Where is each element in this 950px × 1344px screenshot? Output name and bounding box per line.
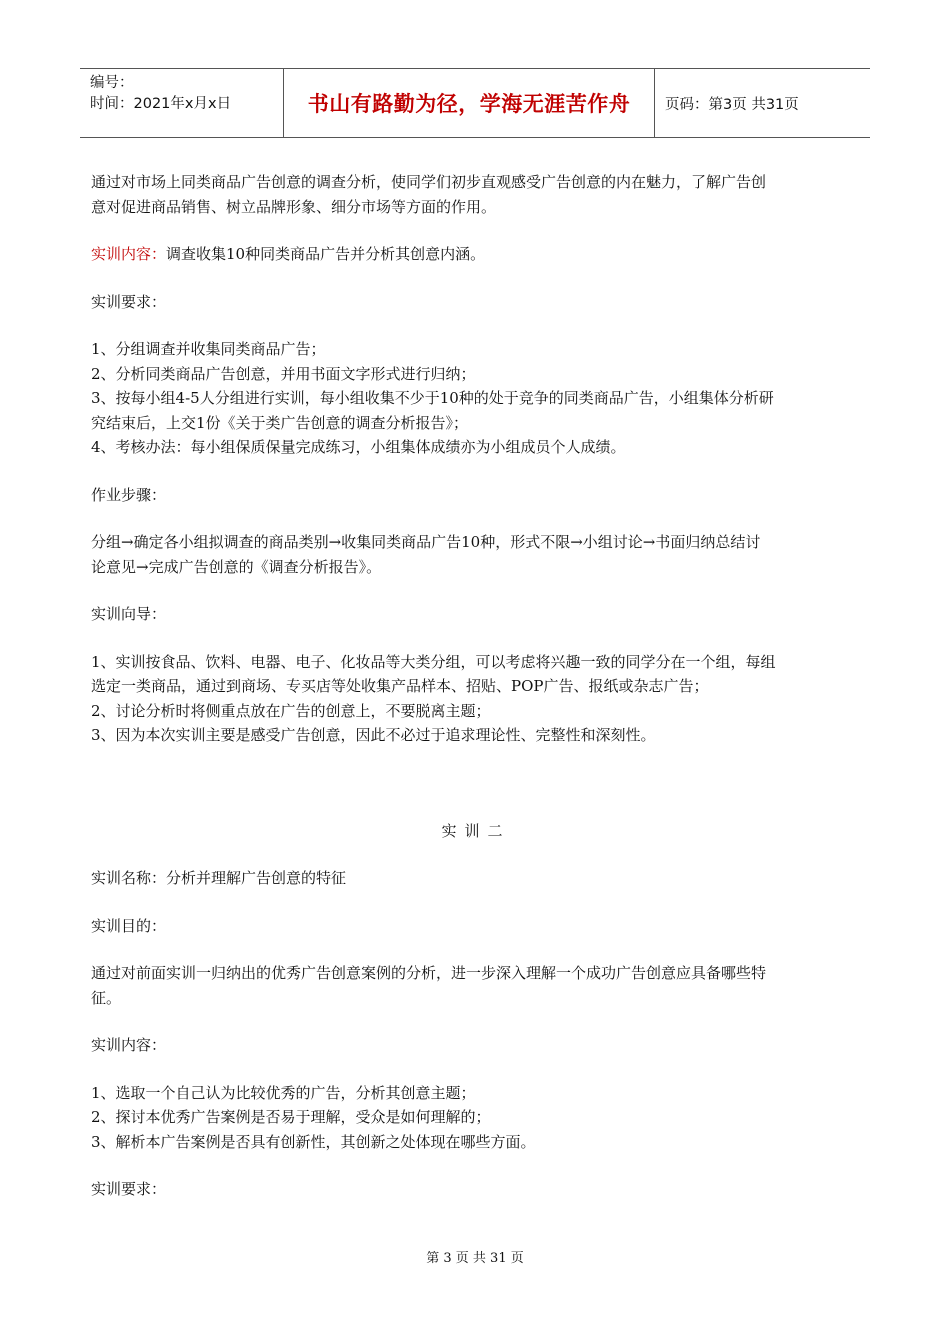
page-footer: 第 3 页 共 31 页 bbox=[426, 1251, 524, 1266]
purpose-line: 通过对前面实训一归纳出的优秀广告创意案例的分析，进一步深入理解一个成功广告创意应具备哪些特 bbox=[91, 964, 767, 982]
content-label: 实训内容： bbox=[91, 245, 167, 263]
list-item: 2、探讨本优秀广告案例是否易于理解，受众是如何理解的； bbox=[91, 1108, 491, 1126]
list-item: 2、讨论分析时将侧重点放在广告的创意上，不要脱离主题； bbox=[91, 701, 491, 720]
header-page-code: 页码：第3页 共31页 bbox=[665, 96, 799, 113]
list-item: 3、按每小组4-5人分组进行实训，每小组收集不少于10种的处于竞争的同类商品广告，小组集体分析研 bbox=[91, 389, 774, 407]
list-item: 1、分组调查并收集同类商品广告； bbox=[91, 340, 326, 358]
steps-line: 分组→确定各小组拟调查的商品类别→收集同类商品广告10种，形式不限→小组讨论→书面归纳总结讨 bbox=[91, 533, 761, 551]
list-item: 1、实训按食品、饮料、电器、电子、化妆品等大类分组，可以考虑将兴趣一致的同学分在一个组，每组 bbox=[91, 652, 776, 671]
requirements-heading: 实训要求： bbox=[91, 1180, 167, 1198]
list-item: 3、解析本广告案例是否具有创新性，其创新之处体现在哪些方面。 bbox=[91, 1132, 536, 1151]
purpose-heading: 实训目的： bbox=[91, 916, 167, 935]
purpose-line: 征。 bbox=[91, 988, 122, 1007]
motto-text: 书山有路勤为径，学海无涯苦作舟 bbox=[307, 92, 631, 116]
number-label: 编号： bbox=[90, 75, 134, 91]
content-heading: 实训内容： bbox=[91, 1036, 167, 1054]
list-item: 1、选取一个自己认为比较优秀的广告，分析其创意主题； bbox=[91, 1083, 476, 1102]
document-body bbox=[91, 170, 861, 1202]
steps-heading: 作业步骤： bbox=[91, 485, 167, 504]
intro-line: 意对促进商品销售、树立品牌形象、细分市场等方面的作用。 bbox=[91, 197, 497, 216]
list-item: 究结束后，上交1份《关于类广告创意的调查分析报告》； bbox=[91, 413, 469, 432]
header-meta bbox=[80, 69, 283, 137]
requirements-heading: 实训要求： bbox=[91, 292, 167, 311]
content-text: 调查收集10种同类商品广告并分析其创意内涵。 bbox=[166, 245, 486, 263]
list-item: 4、考核办法：每小组保质保量完成练习，小组集体成绩亦为小组成员个人成绩。 bbox=[91, 438, 626, 456]
intro-line: 通过对市场上同类商品广告创意的调查分析，使同学们初步直观感受广告创意的内在魅力，了解广告创 bbox=[91, 173, 767, 191]
list-item: 2、分析同类商品广告创意，并用书面文字形式进行归纳； bbox=[91, 364, 476, 383]
header-motto-cell bbox=[283, 69, 655, 137]
steps-line: 论意见→完成广告创意的《调查分析报告》。 bbox=[91, 557, 382, 576]
page-header bbox=[80, 68, 870, 138]
content-paragraph bbox=[91, 242, 861, 267]
time-label: 时间：2021年x月x日 bbox=[90, 96, 232, 112]
training-name: 实训名称：分析并理解广告创意的特征 bbox=[91, 869, 347, 887]
section-title: 实训二 bbox=[441, 821, 511, 840]
list-item: 选定一类商品，通过到商场、专买店等处收集产品样本、招贴、POP广告、报纸或杂志广告； bbox=[91, 677, 709, 695]
guide-heading: 实训向导： bbox=[91, 605, 167, 623]
list-item: 3、因为本次实训主要是感受广告创意，因此不必过于追求理论性、完整性和深刻性。 bbox=[91, 726, 656, 744]
